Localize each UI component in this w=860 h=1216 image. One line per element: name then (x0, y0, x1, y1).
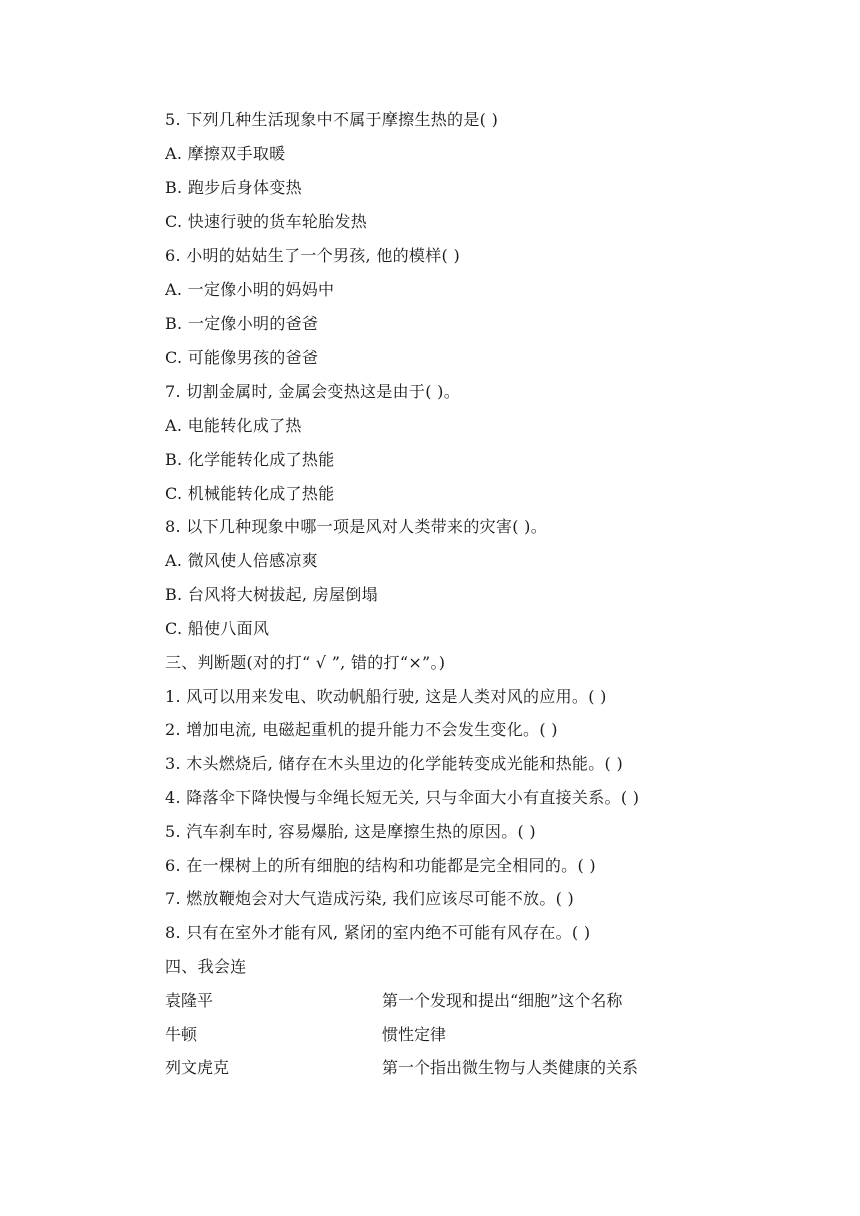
judge-item: 4. 降落伞下降快慢与伞绳长短无关, 只与伞面大小有直接关系。( ) (165, 788, 640, 807)
match-left-item: 牛顿 (165, 1025, 198, 1044)
question-stem: 7. 切割金属时, 金属会变热这是由于( )。 (165, 382, 460, 401)
option-a: A. 电能转化成了热 (165, 416, 302, 435)
option-b: B. 跑步后身体变热 (165, 178, 302, 197)
question-stem: 8. 以下几种现象中哪一项是风对人类带来的灾害( )。 (165, 517, 548, 536)
judge-item: 7. 燃放鞭炮会对大气造成污染, 我们应该尽可能不放。( ) (165, 889, 575, 908)
option-c: C. 可能像男孩的爸爸 (165, 348, 319, 367)
option-c: C. 机械能转化成了热能 (165, 484, 335, 503)
option-a: A. 摩擦双手取暖 (165, 144, 286, 163)
option-b: B. 一定像小明的爸爸 (165, 314, 319, 333)
option-c: C. 快速行驶的货车轮胎发热 (165, 212, 368, 231)
judge-item: 1. 风可以用来发电、吹动帆船行驶, 这是人类对风的应用。( ) (165, 687, 607, 706)
match-right-item: 第一个发现和提出“细胞”这个名称 (382, 991, 623, 1010)
match-right-item: 惯性定律 (382, 1025, 447, 1044)
option-b: B. 台风将大树拔起, 房屋倒塌 (165, 585, 378, 604)
judge-item: 3. 木头燃烧后, 储存在木头里边的化学能转变成光能和热能。( ) (165, 754, 623, 773)
option-a: A. 微风使人倍感凉爽 (165, 551, 319, 570)
option-c: C. 船使八面风 (165, 619, 270, 638)
section-heading-match: 四、我会连 (165, 957, 247, 976)
match-left-item: 列文虎克 (165, 1058, 230, 1077)
match-right-item: 第一个指出微生物与人类健康的关系 (382, 1058, 639, 1077)
option-b: B. 化学能转化成了热能 (165, 450, 335, 469)
option-a: A. 一定像小明的妈妈中 (165, 280, 335, 299)
judge-item: 5. 汽车刹车时, 容易爆胎, 这是摩擦生热的原因。( ) (165, 822, 536, 841)
judge-item: 6. 在一棵树上的所有细胞的结构和功能都是完全相同的。( ) (165, 856, 596, 875)
judge-item: 2. 增加电流, 电磁起重机的提升能力不会发生变化。( ) (165, 720, 558, 739)
question-stem: 5. 下列几种生活现象中不属于摩擦生热的是( ) (165, 110, 499, 129)
judge-item: 8. 只有在室外才能有风, 紧闭的室内绝不可能有风存在。( ) (165, 923, 591, 942)
section-heading-judge: 三、判断题(对的打“ √ ”, 错的打“×”。) (165, 653, 446, 672)
match-left-item: 袁隆平 (165, 991, 214, 1010)
question-stem: 6. 小明的姑姑生了一个男孩, 他的模样( ) (165, 246, 460, 265)
